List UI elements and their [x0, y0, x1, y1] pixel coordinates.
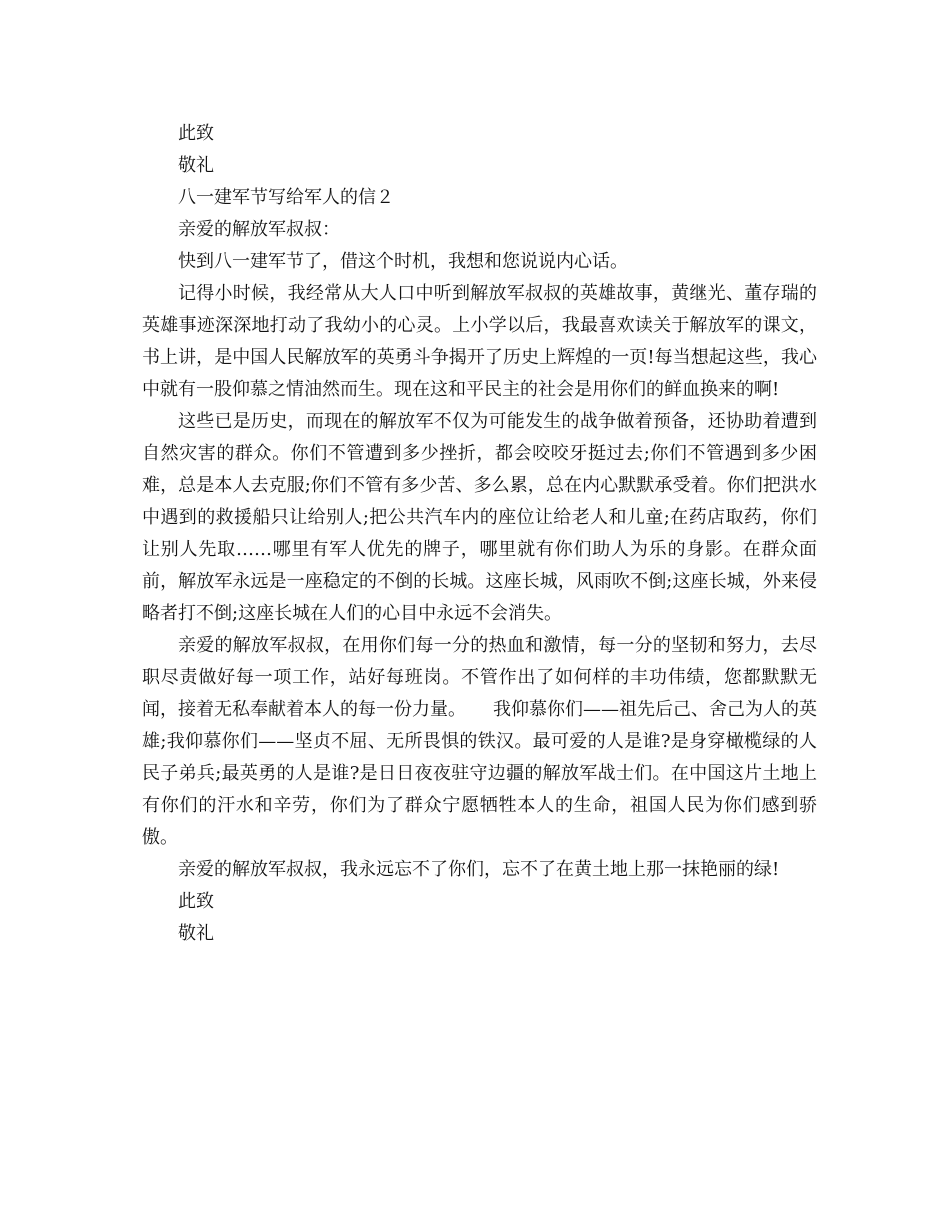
letter-title: 八一建军节写给军人的信２: [178, 187, 394, 208]
letter-salutation: 亲爱的解放军叔叔：: [178, 219, 340, 240]
letter-opening: 快到八一建军节了，借这个时机，我想和您说说内心话。: [178, 251, 628, 272]
closing-line-1: 此致: [178, 123, 214, 144]
paragraph-history: 这些已是历史，而现在的解放军不仅为可能发生的战争做着预备，还协助着遭到自然灾害的群众。你们不管遭到多少挫折，都会咬咬牙挺过去;你们不管遇到多少困难，总是本人去克服;你们不管有多少苦、多么累，总在内心默默承受着。你们把洪水中遇到的救援船只让给别人;把公共汽车内的座位让给老人和儿童;在药店取药，你们让别人先取……哪里有军人优先的牌子，哪里就有你们助人为乐的身影。在群众面前，解放军永远是一座稳定的不倒的长城。这座长城，风雨吹不倒;这座长城，外来侵略者打不倒;这座长城在人们的心目中永远不会消失。: [142, 411, 817, 624]
end-closing-line-1: 此致: [178, 891, 214, 912]
paragraph-childhood: 记得小时候，我经常从大人口中听到解放军叔叔的英雄故事，黄继光、董存瑞的英雄事迹深深地打动了我幼小的心灵。上小学以后，我最喜欢读关于解放军的课文，书上讲，是中国人民解放军的英勇斗争揭开了历史上辉煌的一页!每当想起这些，我心中就有一股仰慕之情油然而生。现在这和平民主的社会是用你们的鲜血换来的啊!: [142, 283, 817, 400]
end-closing-line-2: 敬礼: [178, 923, 214, 944]
paragraph-admiration: 亲爱的解放军叔叔，在用你们每一分的热血和激情，每一分的坚韧和努力，去尽职尽责做好每一项工作，站好每班岗。不管作出了如何样的丰功伟绩，您都默默无闻，接着无私奉献着本人的每一份力量。 我仰慕你们——祖先后己、舍己为人的英雄;我仰慕你们——坚贞不屈、无所畏惧的铁汉。最可爱的人是谁?是身穿橄榄绿的人民子弟兵;最英勇的人是谁?是日日夜夜驻守边疆的解放军战士们。在中国这片土地上有你们的汗水和辛劳，你们为了群众宁愿牺牲本人的生命，祖国人民为你们感到骄傲。: [142, 635, 817, 848]
closing-line-2: 敬礼: [178, 155, 214, 176]
final-line: 亲爱的解放军叔叔，我永远忘不了你们，忘不了在黄土地上那一抹艳丽的绿!: [178, 859, 780, 880]
letter-body: [142, 118, 817, 950]
